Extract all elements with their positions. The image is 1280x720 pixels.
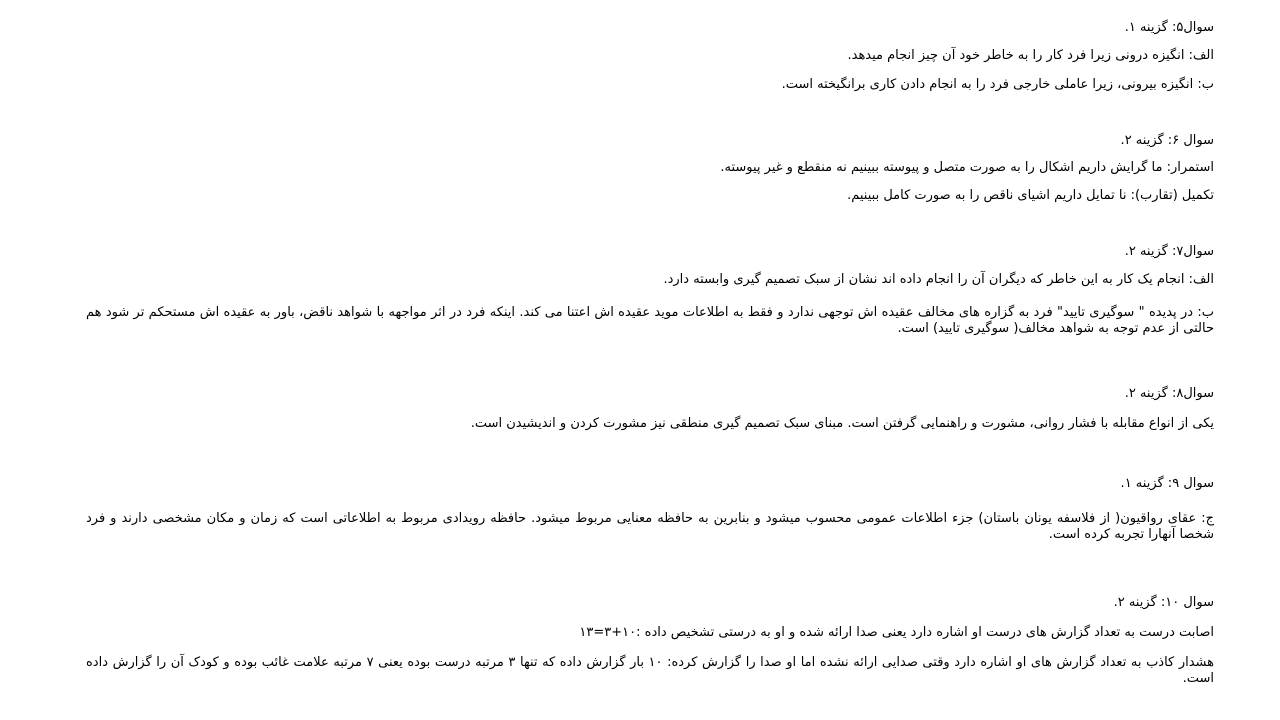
question-7-answer-a: الف: انجام یک کار به این خاطر که دیگران آن را انجام داده اند نشان از سبک تصمیم گیری وابسته دارد. — [663, 272, 1214, 287]
question-9-heading: سوال ۹: گزینه ۱. — [1120, 476, 1214, 491]
question-5-heading: سوال۵: گزینه ۱. — [1124, 20, 1214, 35]
question-6-closure: تکمیل (تقارب): نا تمایل داریم اشیای ناقص را به صورت کامل ببینیم. — [847, 188, 1214, 203]
question-9-answer: ج: عقای رواقیون( از فلاسفه یونان باستان) جزء اطلاعات عمومی محسوب میشود و بنابرین به حافظه معنایی مربوط میشود. حافظه رویدادی مربوط به اطلاعاتی است که زمان و مکان مشخصی دارند و فرد شخصا آنهارا تجربه کرده است. — [86, 511, 1214, 542]
question-8-heading: سوال۸: گزینه ۲. — [1124, 386, 1214, 401]
question-7-heading: سوال۷: گزینه ۲. — [1124, 244, 1214, 259]
question-10-hits: اصابت درست به تعداد گزارش های درست او اشاره دارد یعنی صدا ارائه شده و او به درستی تشخیص داده :۱۰+۳=۱۳ — [579, 625, 1214, 640]
question-7-answer-b: ب: در پدیده " سوگیری تایید" فرد به گزاره های مخالف عقیده اش توجهی ندارد و فقط به اطلاعات موید عقیده اش اعتنا می کند. اینکه فرد در اثر مواجهه با شواهد ناقض، باور به عقیده اش مستحکم تر شود هم حالتی از عدم توجه به شواهد مخالف( سوگیری تایید) است. — [86, 305, 1214, 336]
question-6-continuity: استمرار: ما گرایش داریم اشکال را به صورت متصل و پیوسته ببینیم نه منقطع و غیر پیوسته. — [720, 160, 1214, 175]
question-5-answer-a: الف: انگیزه درونی زیرا فرد کار را به خاطر خود آن چیز انجام میدهد. — [847, 48, 1214, 63]
question-10-heading: سوال ۱۰: گزینه ۲. — [1113, 595, 1214, 610]
question-6-heading: سوال ۶: گزینه ۲. — [1120, 133, 1214, 148]
question-10-false-alarm: هشدار کاذب به تعداد گزارش های او اشاره دارد وقتی صدایی ارائه نشده اما او صدا را گزارش کرده: ۱۰ بار گزارش داده که تنها ۳ مرتبه درست بوده یعنی ۷ مرتبه علامت غائب بوده و کودک آن را گزارش داده است. — [86, 655, 1214, 686]
question-5-answer-b: ب: انگیزه بیرونی، زیرا عاملی خارجی فرد را به انجام دادن کاری برانگیخته است. — [781, 77, 1214, 92]
question-8-answer: یکی از انواع مقابله با فشار روانی، مشورت و راهنمایی گرفتن است. مبنای سبک تصمیم گیری منطقی نیز مشورت کردن و اندیشیدن است. — [470, 416, 1214, 431]
